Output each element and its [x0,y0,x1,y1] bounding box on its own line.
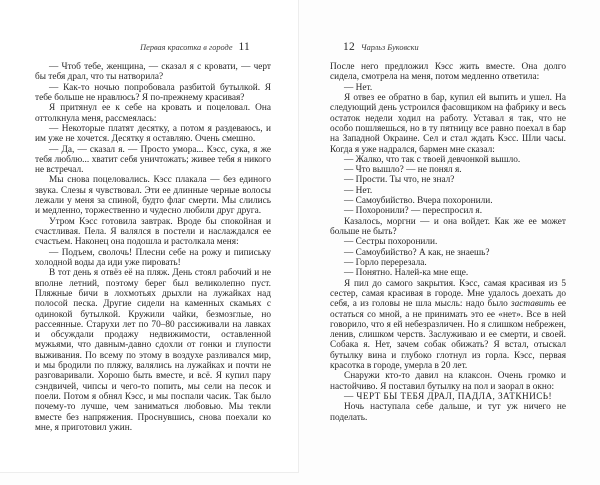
left-page-text [35,62,271,433]
running-title-left: Первая красотка в городе [140,43,233,52]
paragraph: Утром Кэсс готовила завтрак. Вроде бы спокойная и счастливая. Пела. Я валялся в постели и наслаждался ее счастьем. Наконец она подошла и растолкала меня: [35,216,271,248]
paragraph: — Сестры похоронили. [344,237,438,248]
paragraph: — Подъем, сволочь! Плесни себе на рожу и пипиську холодной воды да иди уже пировать! [35,247,271,268]
paragraph: После него предложил Кэсс жить вместе. Она долго сидела, смотрела на меня, потом медленно ответила: [330,62,566,83]
paragraph: — Жалко, что так с твоей девчонкой вышло. [344,154,521,165]
paragraph: — ЧЕРТ БЫ ТЕБЯ ДРАЛ, ПАДЛА, ЗАТКНИСЬ! [344,392,553,402]
paragraph: Казалось, моргни — и она войдет. Как же ее может больше не быть? [330,216,566,237]
paragraph: — Самоубийство? А как, не знаешь? [344,247,490,258]
paragraph: Я отвез ее обратно в бар, купил ей выпить и ушел. На следующий день устроился фасовщиком на фабрику и весь остаток недели ходил на работу. Уставал я так, что не особо пошляешься, но в ту пятницу все равно поехал в бар на Западной Окраине. Сел и стал ждать Кэсс. Шли часы. Когда я уже надрался, бармен мне сказал: [330,92,566,155]
paragraph: — Как-то ночью попробовала разбитой бутылкой. Я тебе больше не нравлюсь? Я по-прежнему красивая? [35,82,271,103]
running-title-right: Чарльз Буковски [360,43,419,52]
paragraph: — Что вышло? — не понял я. [344,165,462,176]
paragraph: — Нет. [344,185,373,196]
paragraph: Снаружи кто-то давил на клаксон. Очень громко и настойчиво. Я поставил бутылку на пол и заорал в окно: [330,371,566,392]
paragraph: Мы снова поцеловались. Кэсс плакала — без единого звука. Слезы я чувствовал. Эти ее длинные черные волосы лежали у меня за спиной, будто флаг смерти. Мы слились и медленно, торжественно и чудесно любили друг друга. [35,175,271,217]
running-header-left [35,41,250,54]
paragraph: — Чтоб тебе, женщина, — сказал я с кровати, — черт бы тебя драл, что ты натворила? [35,62,271,83]
paragraph: — Похоронили? — переспросил я. [344,206,483,217]
page-number-left: 11 [238,41,250,53]
paragraph: — Некоторые платят десятку, а потом я раздеваюсь, и им уже не хочется. Десятку я оставляю. Очень смешно. [35,123,271,145]
paragraph: — Нет. [344,82,373,93]
paragraph: В тот день я отвёз её на пляж. День стоял рабочий и не вполне летний, поэтому берег был великолепно пуст. Пляжные бичи в лохмотьях дрыхли на лужайках над полосой песка. Другие сидели на каменных скамьях с одинокой бутылкой. Кружили чайки, безмозглые, но рассеянные. Старухи лет по 70–80 рассиживали на лавках и обсуждали продажу недвижимости, оставленной мужьями, что давным-давно сдохли от гонки и глупости выживания. По всему по этому в воздухе разливался мир, и мы бродили по пляжу, валялись на лужайках и почти не разговаривали. Хорошо быть вместе, и всё. Я купил пару сэндвичей, чипсы и чего-то попить, мы сели на песок и поели. Потом я обнял Кэсс, и мы поспали часик. Так было почему-то лучше, чем заниматься любовью. Мы текли вместе без напряжения. Проснувшись, снова поехали ко мне, я приготовил ужин. [35,268,271,433]
paragraph: Я притянул ее к себе на кровать и поцеловал. Она оттолкнула меня, рассмеялась: [35,103,271,124]
emphasized-word: заставить [510,299,555,310]
paragraph: — Горло перерезала. [344,257,427,268]
paragraph: — Понятно. Налей-ка мне еще. [344,268,469,279]
right-page-text [330,62,566,423]
paragraph: Я пил до самого закрытия. Кэсс, самая красивая из 5 сестер, самая красивая в городе. Мне удалось доехать до себя, а из головы не шла мысль: надо было заставить ее остаться со мной, а не принимать это ее «нет». Все в ней говорило, что я ей небезразличен. Но я слишком небрежен, ленив, слишком черств. Заслуживаю и ее смерти, и своей. Собака я. Нет, зачем собак обижать? Я встал, отыскал бутылку вина и глубоко глотнул из горла. Кэсс, первая красотка в городе, умерла в 20 лет. [330,278,566,372]
page-number-right: 12 [343,41,355,53]
running-header-right [343,41,419,54]
paragraph: — Прости. Ты что, не знал? [344,175,455,186]
paragraph: Ночь наступала себе дальше, и тут уж ничего не поделать. [330,402,566,423]
paragraph: — Да, — сказал я. — Просто умора... Кэсс, сука, я же тебя люблю... хватит себя уничтожать; живее тебя я никого не встречал. [35,144,271,176]
paragraph: — Самоубийство. Вчера похоронили. [344,196,493,207]
